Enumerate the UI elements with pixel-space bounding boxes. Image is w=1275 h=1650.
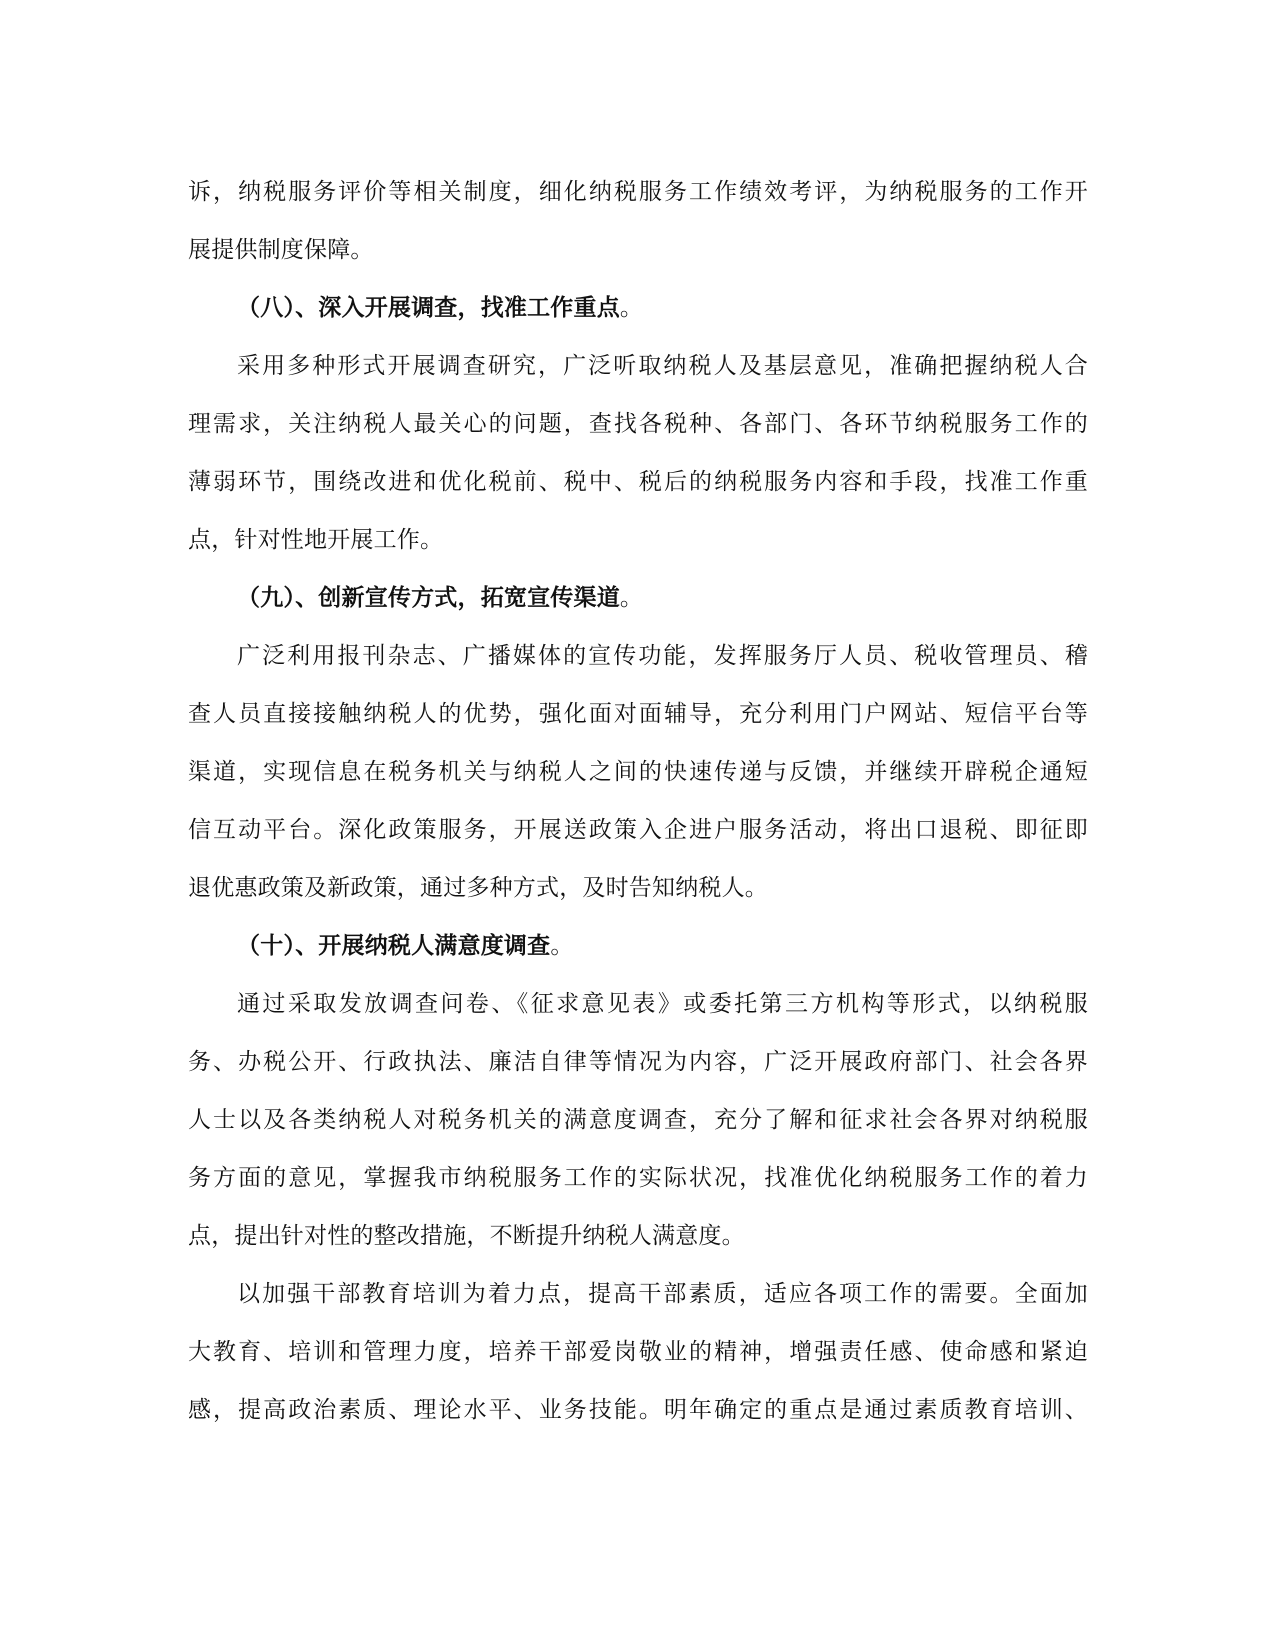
paragraph-line: 通过采取发放调查问卷、《征求意见表》或委托第三方机构等形式，以纳税服 [237,991,1088,1017]
section-heading-9 [188,569,1088,627]
paragraph [188,975,1088,1265]
heading-text: （八）、深入开展调查，找准工作重点 [237,294,620,321]
paragraph [188,163,1088,279]
heading-punctuation: 。 [619,585,644,611]
paragraph-line: 诉，纳税服务评价等相关制度，细化纳税服务工作绩效考评，为纳税服务的工作开 [188,179,1088,205]
paragraph-line: 大教育、培训和管理力度，培养干部爱岗敬业的精神，增强责任感、使命感和紧迫 [188,1339,1088,1365]
paragraph-line: 广泛利用报刊杂志、广播媒体的宣传功能，发挥服务厅人员、税收管理员、稽 [237,643,1088,669]
heading-text: （九）、创新宣传方式，拓宽宣传渠道 [237,584,620,611]
paragraph-line: 渠道，实现信息在税务机关与纳税人之间的快速传递与反馈，并继续开辟税企通短 [188,759,1088,785]
paragraph-line: 人士以及各类纳税人对税务机关的满意度调查，充分了解和征求社会各界对纳税服 [188,1107,1088,1133]
paragraph-line: 感，提高政治素质、理论水平、业务技能。明年确定的重点是通过素质教育培训、 [188,1397,1088,1423]
paragraph-line: 务、办税公开、行政执法、廉洁自律等情况为内容，广泛开展政府部门、社会各界 [188,1049,1088,1075]
paragraph [188,627,1088,917]
paragraph [188,1265,1088,1439]
paragraph-line: 薄弱环节，围绕改进和优化税前、税中、税后的纳税服务内容和手段，找准工作重 [188,469,1088,495]
paragraph-line: 退优惠政策及新政策，通过多种方式，及时告知纳税人。 [188,875,768,901]
paragraph-line: 展提供制度保障。 [188,237,374,263]
heading-punctuation: 。 [619,295,644,321]
paragraph-line: 理需求，关注纳税人最关心的问题，查找各税种、各部门、各环节纳税服务工作的 [188,411,1088,437]
paragraph-line: 以加强干部教育培训为着力点，提高干部素质，适应各项工作的需要。全面加 [237,1281,1088,1307]
paragraph-line: 信互动平台。深化政策服务，开展送政策入企进户服务活动，将出口退税、即征即 [188,817,1088,843]
paragraph-line: 点，提出针对性的整改措施，不断提升纳税人满意度。 [188,1223,745,1249]
paragraph-line: 点，针对性地开展工作。 [188,527,444,553]
section-heading-10 [188,917,1088,975]
paragraph-line: 务方面的意见，掌握我市纳税服务工作的实际状况，找准优化纳税服务工作的着力 [188,1165,1088,1191]
paragraph-line: 查人员直接接触纳税人的优势，强化面对面辅导，充分利用门户网站、短信平台等 [188,701,1088,727]
paragraph-line: 采用多种形式开展调查研究，广泛听取纳税人及基层意见，准确把握纳税人合 [237,353,1088,379]
document-body [188,163,1088,1439]
section-heading-8 [188,279,1088,337]
heading-punctuation: 。 [550,933,574,959]
paragraph [188,337,1088,569]
heading-text: （十）、开展纳税人满意度调查 [237,932,551,959]
